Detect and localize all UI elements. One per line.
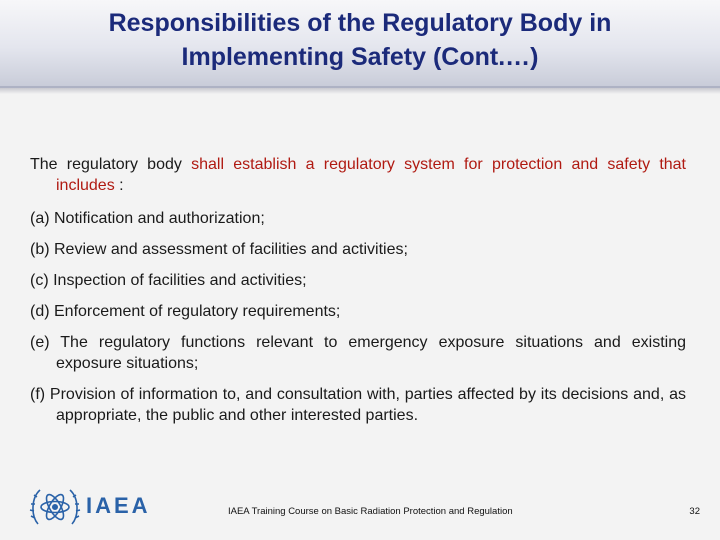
list-item-c: (c) Inspection of facilities and activities; — [30, 272, 307, 289]
iaea-logo-text: IAEA — [86, 493, 151, 518]
footer-course-title: IAEA Training Course on Basic Radiation Protection and Regulation — [228, 506, 513, 517]
intro-highlight: shall establish a regulatory system for protection and safety that includes — [56, 156, 687, 194]
intro-colon: : — [114, 177, 124, 194]
header-shadow — [0, 88, 720, 94]
list-item-b: (b) Review and assessment of facilities and activities; — [30, 241, 408, 258]
list-item-d: (d) Enforcement of regulatory requirements; — [30, 303, 341, 320]
intro-paragraph — [30, 154, 686, 196]
title-line-2: Implementing Safety (Cont.…) — [181, 43, 539, 71]
page-number: 32 — [689, 506, 700, 517]
intro-subject: The regulatory body — [30, 156, 182, 173]
list-item-f: (f) Provision of information to, and consultation with, parties affected by its decisions and, as appropriate, the public and other interested parties. — [30, 386, 686, 424]
slide-title — [40, 6, 680, 74]
slide-body — [30, 154, 686, 436]
list-item-e: (e) The regulatory functions relevant to emergency exposure situations and existing exposure situations; — [30, 334, 686, 372]
slide-header — [0, 0, 720, 88]
list-item-a: (a) Notification and authorization; — [30, 210, 265, 227]
title-line-1: Responsibilities of the Regulatory Body in — [108, 9, 612, 37]
